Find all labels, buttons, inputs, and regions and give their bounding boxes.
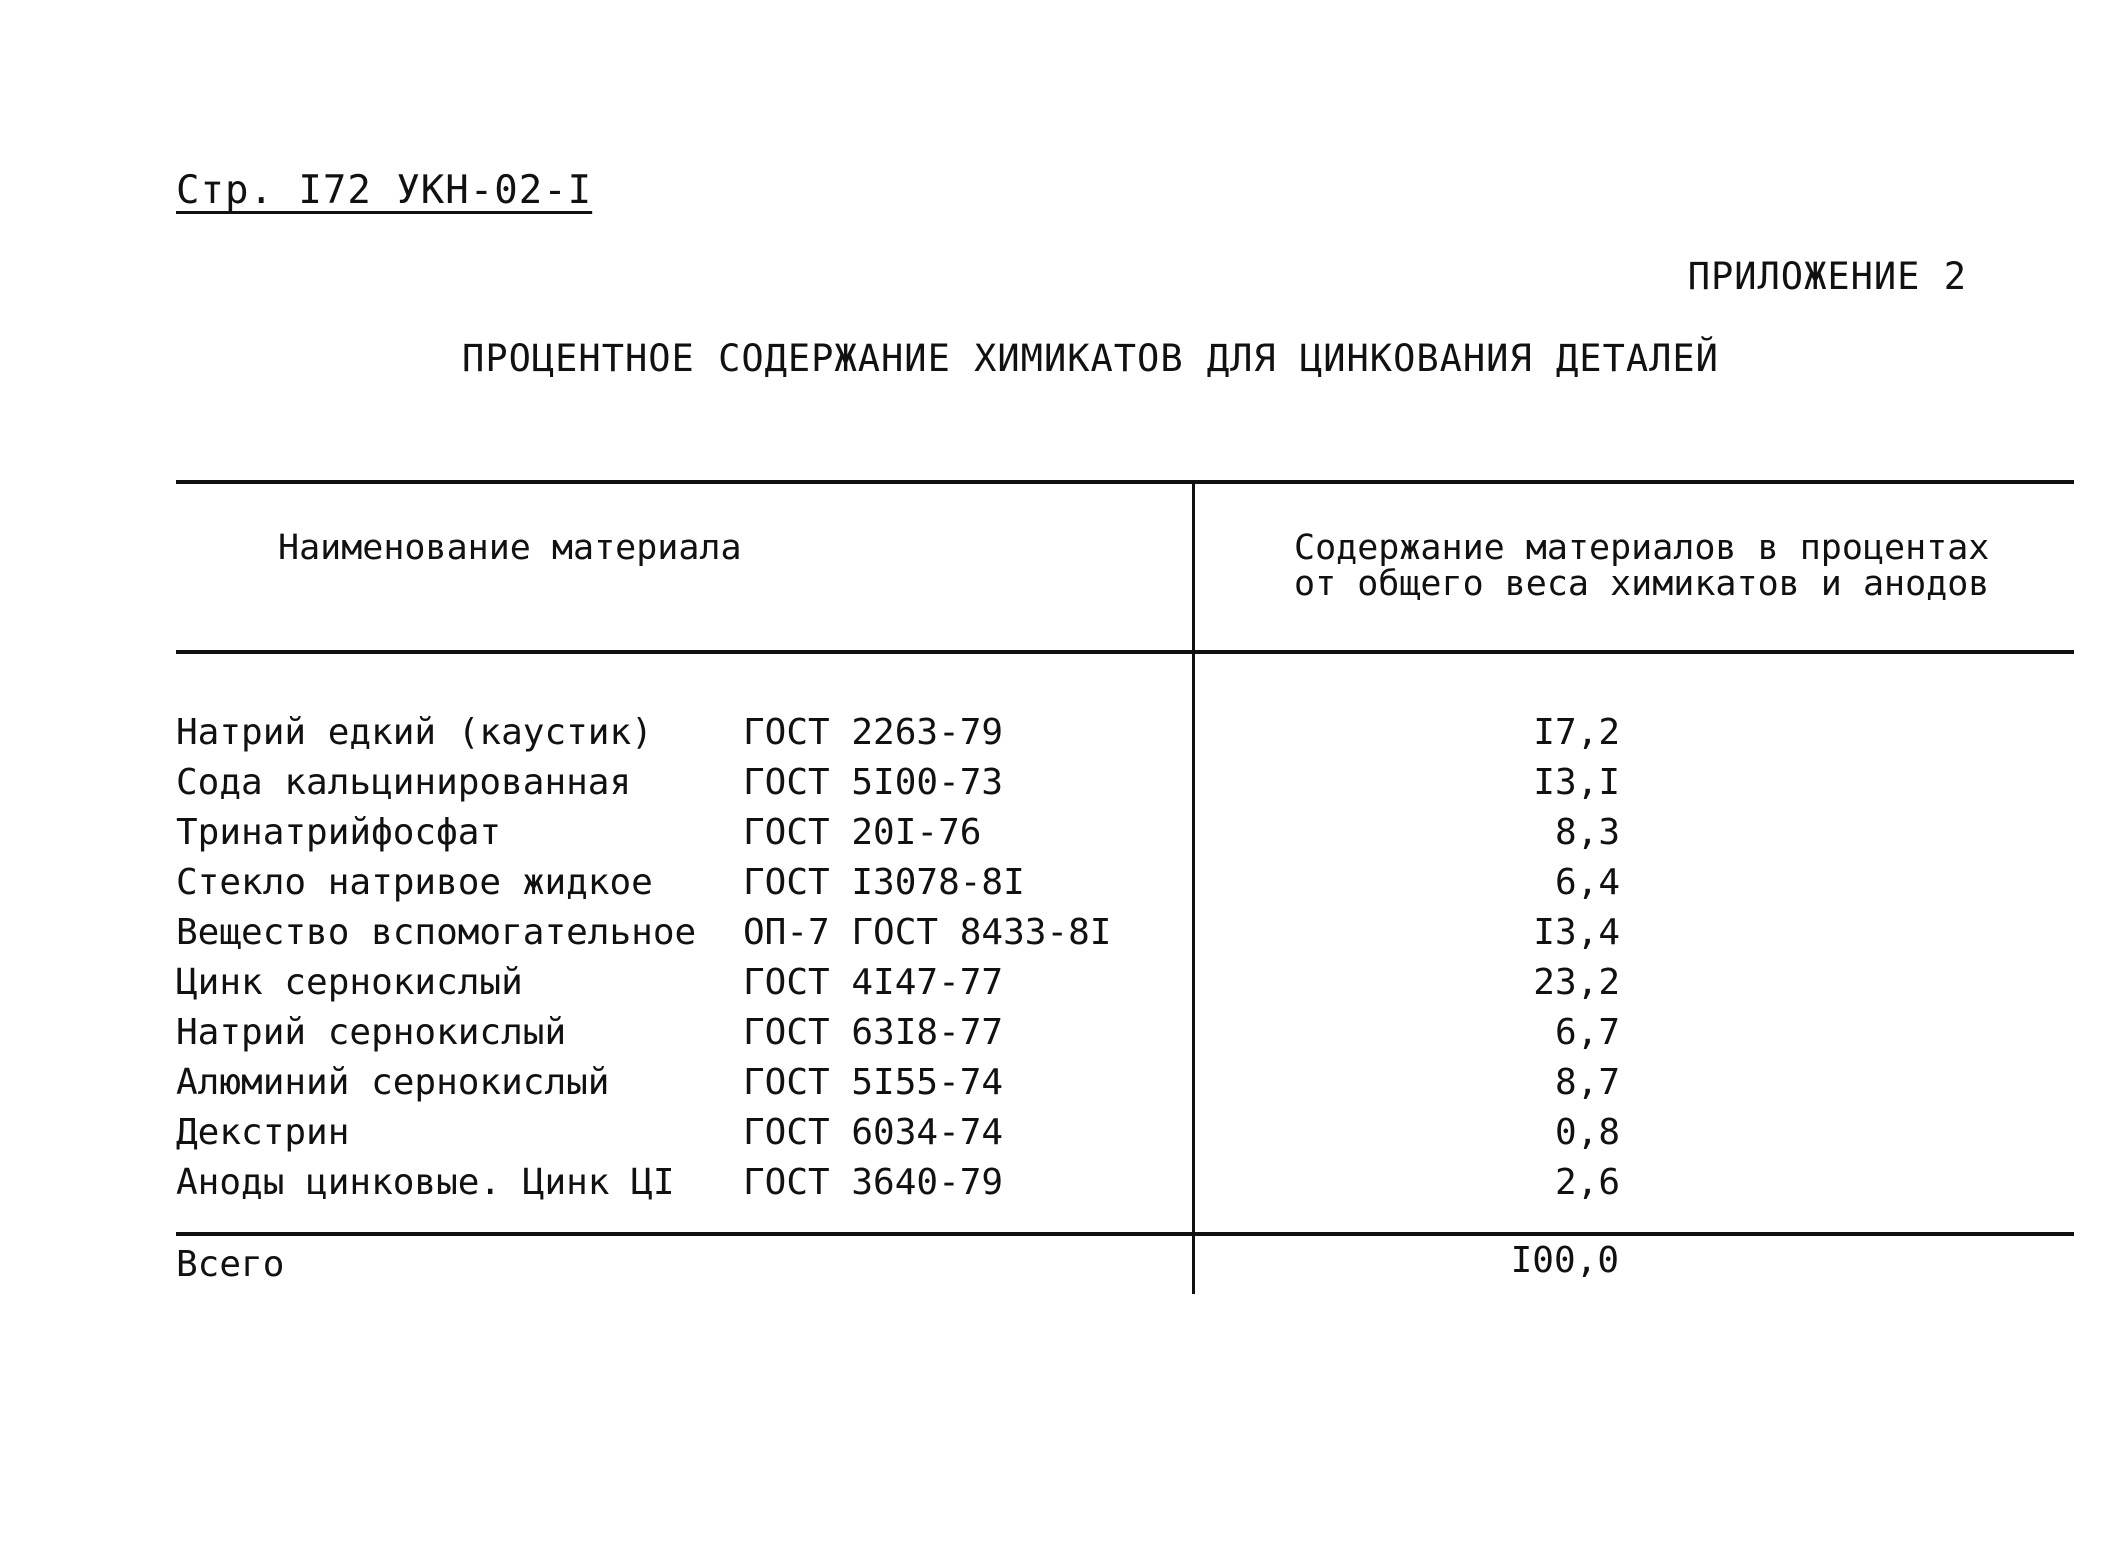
material-percent: I3,I <box>1533 762 1620 803</box>
material-percent: 0,8 <box>1554 1112 1620 1153</box>
appendix-label: ПРИЛОЖЕНИЕ 2 <box>1687 255 1967 298</box>
column-header-percent <box>1294 530 1989 602</box>
material-name: Декстрин <box>176 1112 350 1153</box>
table-row <box>176 908 2076 958</box>
column-header-percent-line1: Содержание материалов в процентах <box>1294 528 1990 568</box>
material-percent: I7,2 <box>1533 712 1620 753</box>
table-row <box>176 708 2076 758</box>
material-name: Тринатрийфосфат <box>176 812 502 853</box>
table-row <box>176 858 2076 908</box>
material-percent: 8,7 <box>1554 1062 1620 1103</box>
table-row <box>176 808 2076 858</box>
header-bottom-rule <box>176 650 2074 654</box>
table-row <box>176 1158 2076 1208</box>
total-label: Всего <box>176 1244 285 1285</box>
total-value: I00,0 <box>1510 1240 1619 1281</box>
page-reference: Стр. I72 УКН-02-I <box>176 168 593 213</box>
material-standard: ГОСТ 63I8-77 <box>743 1012 1004 1053</box>
material-standard: ГОСТ I3078-8I <box>743 862 1025 903</box>
material-standard: ГОСТ 4I47-77 <box>743 962 1004 1003</box>
table-row <box>176 758 2076 808</box>
material-percent: 8,3 <box>1554 812 1620 853</box>
material-name: Стекло натривое жидкое <box>176 862 653 903</box>
total-rule <box>176 1232 2074 1236</box>
document-title: ПРОЦЕНТНОЕ СОДЕРЖАНИЕ ХИМИКАТОВ ДЛЯ ЦИНКОВАНИЯ ДЕТАЛЕЙ <box>462 337 1719 380</box>
table-row <box>176 1058 2076 1108</box>
material-name: Сода кальцинированная <box>176 762 632 803</box>
table-row <box>176 1008 2076 1058</box>
column-header-percent-line2: от общего веса химикатов и анодов <box>1294 564 1990 604</box>
material-standard: ГОСТ 5I00-73 <box>743 762 1004 803</box>
column-header-name: Наименование материала <box>278 528 742 568</box>
material-percent: 2,6 <box>1554 1162 1620 1203</box>
material-standard: ГОСТ 3640-79 <box>743 1162 1004 1203</box>
material-percent: I3,4 <box>1533 912 1620 953</box>
material-standard: ГОСТ 2263-79 <box>743 712 1004 753</box>
material-name: Цинк сернокислый <box>176 962 523 1003</box>
material-standard: ГОСТ 6034-74 <box>743 1112 1004 1153</box>
material-name: Натрий сернокислый <box>176 1012 567 1053</box>
material-name: Натрий едкий (каустик) <box>176 712 653 753</box>
material-name: Вещество вспомогательное <box>176 912 697 953</box>
material-name: Алюминий сернокислый <box>176 1062 610 1103</box>
material-standard: ОП-7 ГОСТ 8433-8I <box>743 912 1112 953</box>
table-body <box>176 708 2076 1208</box>
material-percent: 6,4 <box>1554 862 1620 903</box>
table-row <box>176 1108 2076 1158</box>
material-standard: ГОСТ 20I-76 <box>743 812 982 853</box>
material-percent: 6,7 <box>1554 1012 1620 1053</box>
table-top-rule <box>176 480 2074 484</box>
material-standard: ГОСТ 5I55-74 <box>743 1062 1004 1103</box>
material-name: Аноды цинковые. Цинк ЦI <box>176 1162 675 1203</box>
material-percent: 23,2 <box>1533 962 1620 1003</box>
table-row <box>176 958 2076 1008</box>
